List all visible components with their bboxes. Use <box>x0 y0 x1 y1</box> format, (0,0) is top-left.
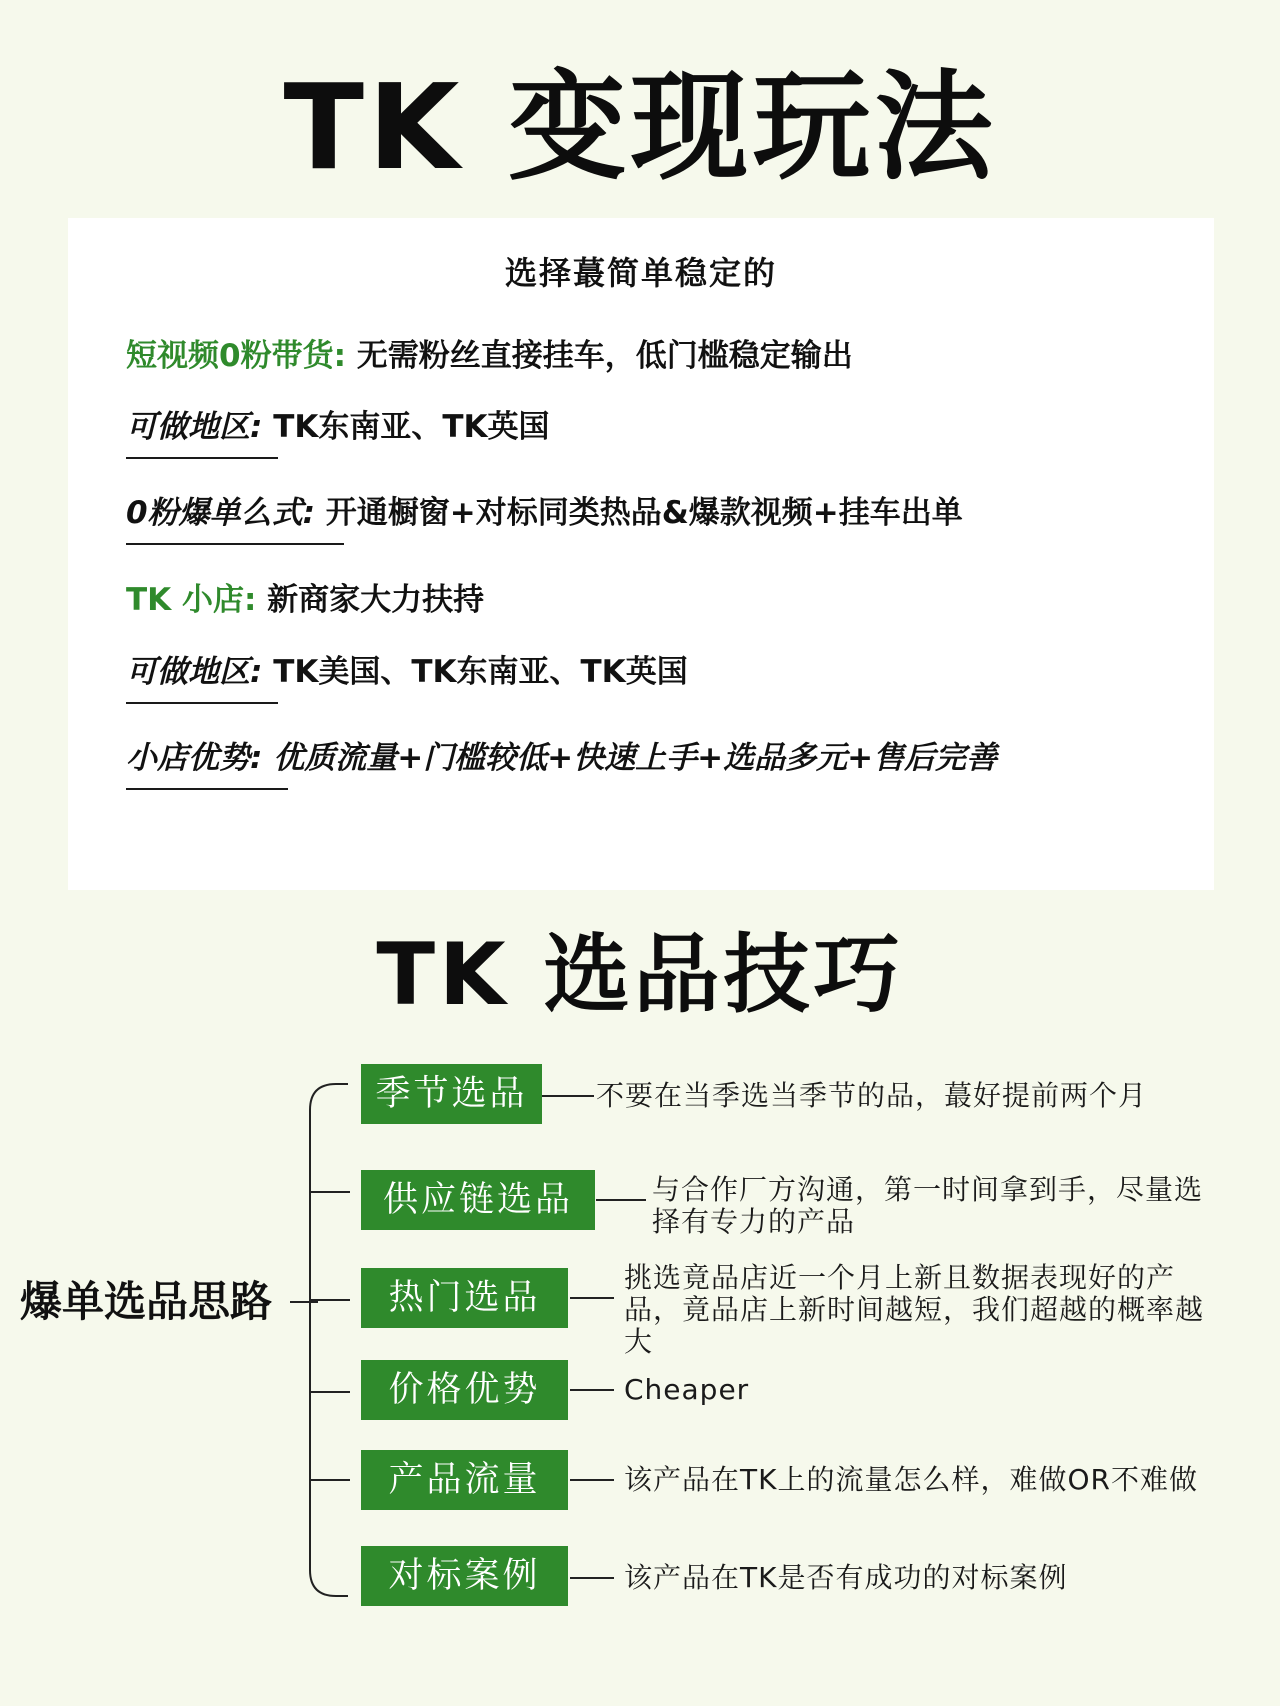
branch-desc: 与合作厂方沟通，第一时间拿到手，尽量选择有专力的产品 <box>652 1173 1204 1238</box>
line-text: 开通橱窗+对标同类热品&爆款视频+挂车出单 <box>325 495 963 531</box>
line-label: 0粉爆单么式: <box>126 495 315 531</box>
line-text: 无需粉丝直接挂车，低门槛稳定输出 <box>356 338 853 374</box>
line-regions-1 <box>126 407 550 447</box>
info-card <box>68 218 1214 890</box>
line-text: 优质流量+门槛较低+快速上手+选品多元+售后完善 <box>273 740 998 776</box>
branch-desc: 不要在当季选当季节的品，蕞好提前两个月 <box>596 1079 1148 1112</box>
branch-desc: 挑选竟品店近一个月上新且数据表现好的产品，竟品店上新时间越短，我们超越的概率越大 <box>624 1261 1205 1358</box>
line-label: 小店优势: <box>126 740 263 776</box>
line-tk-shop <box>126 580 484 620</box>
line-regions-2 <box>126 652 688 692</box>
branch-traffic: 产品流量 <box>361 1450 568 1510</box>
line-text: TK东南亚、TK英国 <box>273 409 550 445</box>
branch-price: 价格优势 <box>361 1360 568 1420</box>
mindmap-root: 爆单选品思路 <box>20 1277 273 1326</box>
line-formula <box>126 493 963 533</box>
line-label: 可做地区: <box>126 409 263 445</box>
label-underline <box>126 457 278 459</box>
line-label: 可做地区: <box>126 654 263 690</box>
mindmap <box>0 1040 1280 1680</box>
page-title: TK 变现玩法 <box>283 58 997 196</box>
line-text: 新商家大力扶持 <box>267 582 485 618</box>
line-text: TK美国、TK东南亚、TK英国 <box>273 654 688 690</box>
label-underline <box>126 702 278 704</box>
line-label: 短视频0粉带货: <box>126 338 346 374</box>
branch-supply-chain: 供应链选品 <box>361 1170 595 1230</box>
branch-desc: 该产品在TK是否有成功的对标案例 <box>624 1561 1068 1594</box>
branch-benchmark: 对标案例 <box>361 1546 568 1606</box>
label-underline <box>126 543 344 545</box>
line-short-video <box>126 336 853 376</box>
branch-seasonal: 季节选品 <box>361 1064 542 1124</box>
branch-desc: Cheaper <box>624 1373 750 1406</box>
line-shop-advantages <box>126 738 997 778</box>
label-underline <box>126 788 288 790</box>
branch-hot-items: 热门选品 <box>361 1268 568 1328</box>
line-label: TK 小店: <box>126 582 257 618</box>
branch-desc: 该产品在TK上的流量怎么样，难做OR不难做 <box>624 1463 1198 1496</box>
card-heading: 选择蕞简单稳定的 <box>504 254 777 292</box>
section-title: TK 选品技巧 <box>376 925 904 1025</box>
